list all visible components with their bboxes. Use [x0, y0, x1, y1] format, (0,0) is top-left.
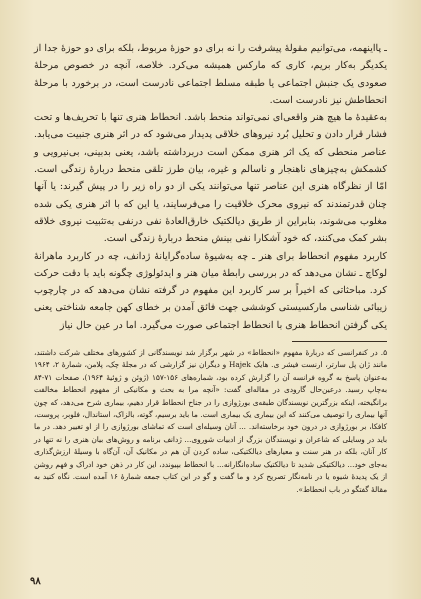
paragraph: ـ پااینهمه، می‌توانیم مقولهٔ پیشرفت را نه برای دو حوزهٔ مربوط، بلکه برای دو حوزهٔ جدا از یکدیگر به‌کار بریم، کاری که مارکس همیشه می‌کرد. خلاصه، آنچه در خصوص مرحلهٔ صعودی یک جنبش اجتماعی یا طبقه مسلط اجتماعی نادرست است، در برخورد با مرحلهٔ انحطاطش نیز نادرست است.	[34, 43, 387, 106]
paragraph: کاربرد مفهوم انحطاط برای هنر ـ چه به‌شیوهٔ ساده‌گرایانهٔ ژدانف، چه در کاربرد ماهرانهٔ لوکاچ ـ نشان می‌دهد که در بررسی رابطهٔ میان هنر و ایدئولوژی چگونه باید با دقت حرکت کرد. مباحثاتی که اخیراً بر سر کاربرد این مفهوم در گرفته نشان می‌دهد که در چارچوب زیبائی شناسی مارکسیستی کوششی جهت فائق آمدن بر خطای کهن جامعه شناختی یعنی یکی گرفتن انحطاط هنری با انحطاط اجتماعی صورت می‌گیرد. اما در عین حال نیاز	[34, 250, 387, 331]
page-number: ۹۸	[30, 576, 41, 587]
footnote	[34, 347, 387, 496]
footnote-divider	[292, 341, 387, 342]
paragraph: به‌عقیده‌ٔ ما هیچ هنر واقعی‌ای نمی‌تواند منحط باشد. انحطاط هنری تنها با تحریف‌ها و تحت فشار قرار دادن و تحلیل بُرد نیروهای خلاقی پدیدار می‌شود که در اثر هنری جنبیت می‌یابد. عناصر منحطی که یک اثر هنری ممکن است دربرداشته باشد، یعنی بدبینی، بی‌نیرویی و کشمکش به‌چیزهای ناهنجار و ناسالم و غیره، بیان طرز تلقی منحط دربارهٔ زندگی است. امّا از نظرگاه هنری این عناصر تنها می‌توانند یکی از دو راه زیر را در پیش گیرند: یا آنها چنان قدرتمندند که نیروی محرک خلاقیت را می‌فرسایند، یا این که با اثر هنری یکی شده مغلوب می‌شوند، بنابراین از طریق دیالکتیک خارق‌العادهٔ نفی درنفی به‌تثبیت نیروی خلاقه بشر کمک می‌کنند، که خود آشکارا نفی بینش منحط دربارهٔ زندگی است.	[34, 112, 387, 245]
main-text	[34, 40, 387, 334]
footnote-text: ۵. در کنفرانسی که دربارهٔ مفهوم «انحطاط» در شهر برگزار شد نویسندگانی از کشورهای مختلف شرکت داشتند، مانند ژان پل سارتر، ارنست فیشر ی. هایک Hajek و دیگران نیز گزارشی که در مجلهٔ چک، پلامن، شمارهٔ ۲، ۱۹۶۴ به‌عنوان پاسخ به گروه فرانسه آن را گزارش کرده بود، شماره‌های ۱۵۶-۱۵۷ (ژوئن و ژوئیهٔ ۱۹۶۴)، صفحات ۷۱-۸۴ به‌چاپ رسید. درعین‌حال گارودی در مقاله‌ای گفت: «آنچه مرا به بحث و مکانیکی از مفهوم انحطاط مخالفت برانگیخته، اینکه بزرگترین نویسندگان طبقه‌ی بورژوازی را در جناح انحطاط قرار دهیم، بیماری شرح می‌دهد، که چون آنها بیماری را توصیف می‌کنند که این بیماری یک بیماری است. ما باید برسیم، گوته، بالزاک، استاندال، فلوبر، پروست، کافکا، بر بورژوازی در درون خود برخاسته‌اند. ... آنان وسیله‌ای است که تماشای بورژوازی را از او تغییر دهد. در ما باید در وسایلی که شاعران و نویسندگان بزرگ از ادبیات شوروی... ژدانف برنامه و روش‌های بیان هنری را نه تنها در کار آنان، بلکه در هنر سنت و معیارهای دیالکتیکی، ساده کردن آن هم در مکانیک آن، آن‌گاه با وسیلهٔ ارزش‌گذاری به‌جای خود... دیالکتیکی شدید تا دیالکتیک ساده‌انگارانه... با انحطاط بپیوندد، این کار در ذهن خود ادراک و فهم روشن از یک پدیدهٔ شیوه یا در نامه‌نگار تصریح کرد و ما گفت و گو در این کتاب جمعه شمارهٔ ۱۶ آمده است. نگاه کنید به مقالهٔ گفتگو در باب انحطاط».	[34, 348, 388, 494]
